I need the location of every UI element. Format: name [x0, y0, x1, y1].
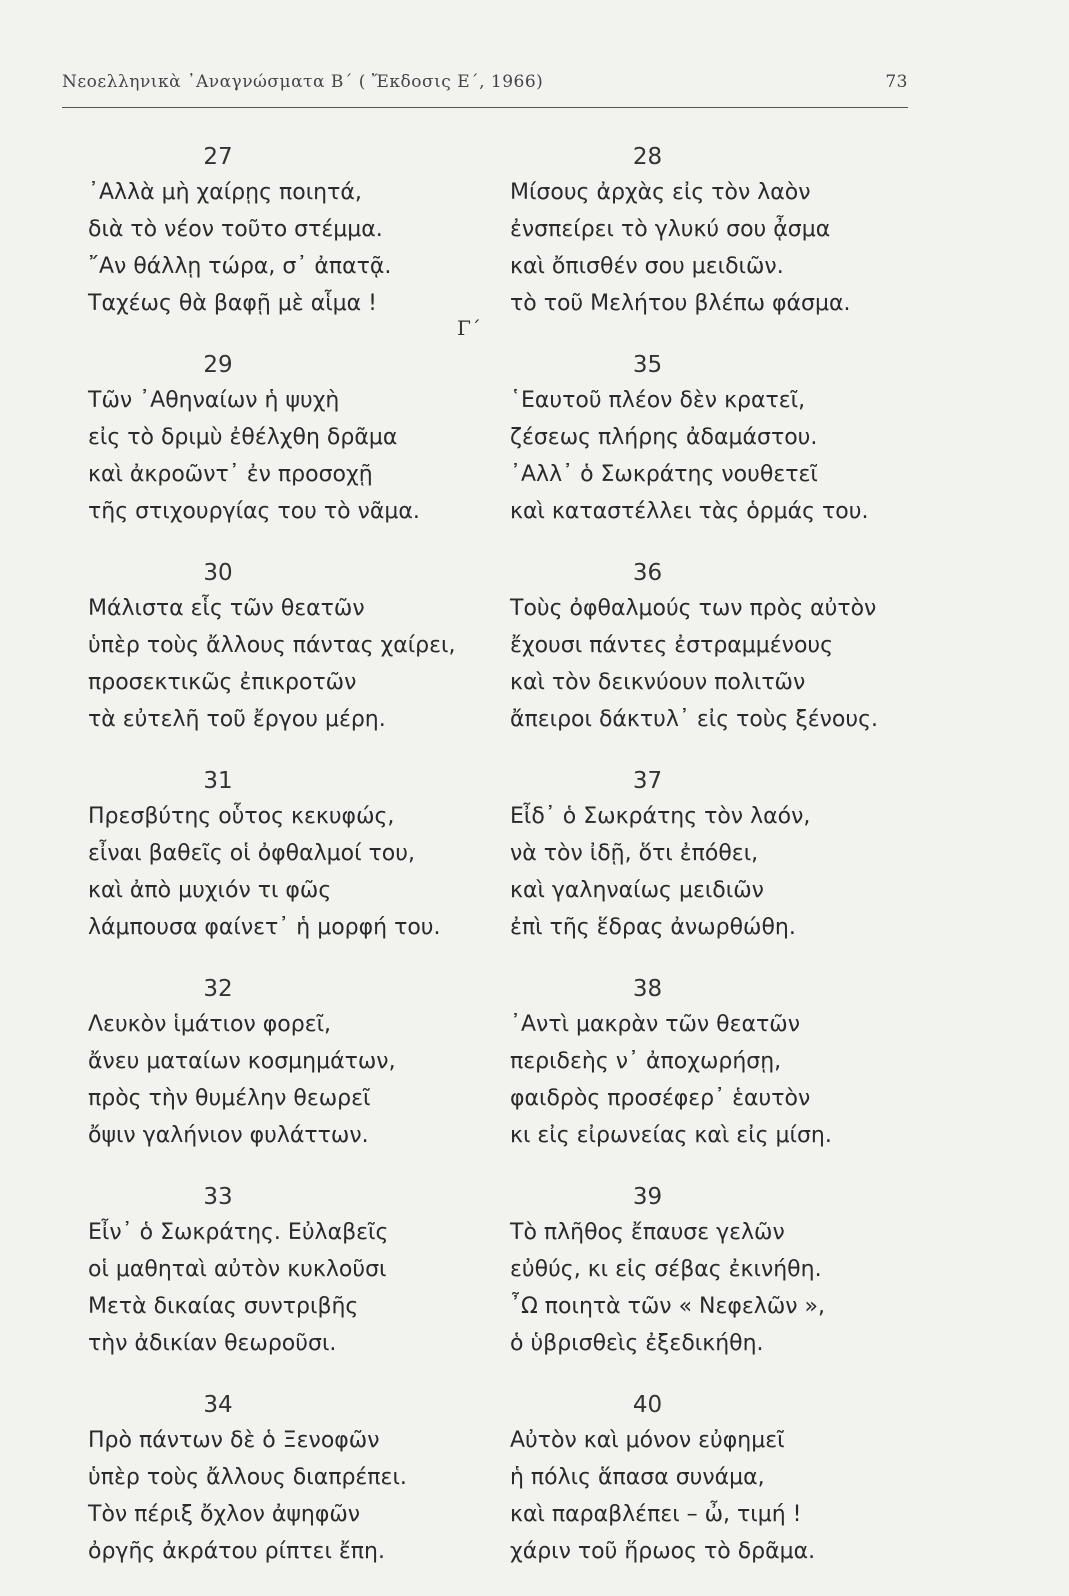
verse-line: καὶ ὄπισθέν σου μειδιῶν. — [510, 254, 784, 279]
stanza — [510, 764, 910, 972]
verse-line: ὀργῆς ἀκράτου ρίπτει ἔπη. — [88, 1539, 385, 1564]
stanza-number: 27 — [203, 144, 233, 170]
verse-line: διὰ τὸ νέον τοῦτο στέμμα. — [88, 217, 383, 242]
stanza-number: 39 — [632, 1184, 663, 1210]
verse-line: ᾿Αλλὰ μὴ χαίρῃς ποιητά, — [88, 180, 362, 205]
verse-line: Τῶν ᾿Αθηναίων ἡ ψυχὴ — [88, 388, 340, 413]
verse-line: τὴν ἀδικίαν θεωροῦσι. — [88, 1331, 337, 1356]
stanza-number: 30 — [203, 560, 233, 586]
verse-line: ζέσεως πλήρης ἀδαμάστου. — [510, 425, 818, 450]
verse-line: ὁ ὑβρισθεὶς ἐξεδικήθη. — [510, 1331, 764, 1356]
verse-line: Λευκὸν ἱμάτιον φορεῖ, — [88, 1012, 332, 1037]
stanza — [88, 1388, 488, 1596]
stanza-number: 34 — [203, 1392, 233, 1418]
verse-line: ἄπειροι δάκτυλ᾿ εἰς τοὺς ξένους. — [510, 707, 878, 732]
stanza — [88, 348, 488, 556]
verse-line: φαιδρὸς προσέφερ᾿ ἑαυτὸν — [510, 1086, 811, 1111]
verse-line: εὐθύς, κι εἰς σέβας ἐκινήθη. — [510, 1257, 822, 1282]
left-column — [88, 140, 488, 1596]
stanza-number: 40 — [632, 1392, 663, 1418]
stanza — [510, 556, 910, 764]
verse-line: λάμπουσα φαίνετ᾿ ἡ μορφή του. — [88, 915, 441, 940]
verse-line: εἰς τὸ δριμὺ ἐθέλχθη δρᾶμα — [88, 425, 398, 450]
verse-line: Εἶν᾿ ὁ Σωκράτης. Εὐλαβεῖς — [88, 1220, 389, 1245]
verse-line: προσεκτικῶς ἐπικροτῶν — [88, 670, 357, 695]
page-number: 73 — [885, 72, 908, 92]
verse-line: ἐνσπείρει τὸ γλυκύ σου ᾆσμα — [510, 217, 831, 242]
verse-line: Πρεσβύτης οὗτος κεκυφώς, — [88, 804, 395, 829]
verse-line: πρὸς τὴν θυμέλην θεωρεῖ — [88, 1086, 371, 1111]
book-title: Νεοελληνικὰ ᾿Αναγνώσματα Β΄ ( Ἔκδοσις Ε΄, 1966) — [62, 72, 544, 92]
page-header — [62, 72, 908, 92]
verse-line: Αὐτὸν καὶ μόνον εὐφημεῖ — [510, 1428, 785, 1453]
stanza-number: 29 — [203, 352, 233, 378]
verse-line: περιδεὴς ν᾿ ἀποχωρήσῃ, — [510, 1049, 782, 1074]
stanza-number: 35 — [632, 352, 663, 378]
verse-line: καὶ γαληναίως μειδιῶν — [510, 878, 764, 903]
stanza — [510, 348, 910, 556]
verse-line: νὰ τὸν ἰδῇ, ὅτι ἐπόθει, — [510, 841, 759, 866]
verse-line: Μίσους ἀρχὰς εἰς τὸν λαὸν — [510, 180, 811, 205]
verse-line: ὄψιν γαλήνιον φυλάττων. — [88, 1123, 369, 1148]
stanza — [510, 972, 910, 1180]
stanza-number: 36 — [632, 560, 663, 586]
stanza — [88, 972, 488, 1180]
verse-line: Ταχέως θὰ βαφῇ μὲ αἷμα ! — [88, 291, 377, 316]
verse-line: οἱ μαθηταὶ αὐτὸν κυκλοῦσι — [88, 1257, 387, 1282]
verse-line: ἐπὶ τῆς ἕδρας ἀνωρθώθη. — [510, 915, 796, 940]
stanza — [510, 140, 910, 348]
verse-line: ὑπὲρ τοὺς ἄλλους πάντας χαίρει, — [88, 633, 456, 658]
right-column — [510, 140, 910, 1596]
stanza — [88, 140, 488, 348]
stanza — [510, 1388, 910, 1596]
stanza — [88, 1180, 488, 1388]
verse-line: ᾿Αλλ᾿ ὁ Σωκράτης νουθετεῖ — [510, 462, 818, 487]
stanza-number: 37 — [632, 768, 663, 794]
verse-line: ἄνευ ματαίων κοσμημάτων, — [88, 1049, 396, 1074]
verse-line: Μετὰ δικαίας συντριβῆς — [88, 1294, 359, 1319]
header-rule — [62, 107, 908, 108]
verse-line: καὶ παραβλέπει – ὦ, τιμή ! — [510, 1502, 802, 1527]
stanza-number: 32 — [203, 976, 233, 1002]
stanza-number: 28 — [632, 144, 663, 170]
verse-line: Εἶδ᾿ ὁ Σωκράτης τὸν λαόν, — [510, 804, 811, 829]
stanza — [510, 1180, 910, 1388]
verse-line: Τὸν πέριξ ὄχλον ἀψηφῶν — [88, 1502, 361, 1527]
verse-line: χάριν τοῦ ἥρωος τὸ δρᾶμα. — [510, 1539, 816, 1564]
stanza-number: 38 — [632, 976, 663, 1002]
section-mark: Γ΄ — [457, 316, 481, 340]
verse-line: ῎Αν θάλλῃ τώρα, σ᾿ ἀπατᾷ. — [88, 254, 392, 279]
verse-line: Τοὺς ὀφθαλμούς των πρὸς αὐτὸν — [510, 596, 877, 621]
stanza — [88, 556, 488, 764]
stanza-number: 33 — [203, 1184, 233, 1210]
stanza — [88, 764, 488, 972]
verse-line: ᾿Αντὶ μακρὰν τῶν θεατῶν — [510, 1012, 800, 1037]
verse-line: Τὸ πλῆθος ἔπαυσε γελῶν — [510, 1220, 785, 1245]
verse-line: ῏Ω ποιητὰ τῶν « Νεφελῶν », — [510, 1294, 825, 1319]
verse-line: τὰ εὐτελῆ τοῦ ἔργου μέρη. — [88, 707, 386, 732]
verse-line: Μάλιστα εἷς τῶν θεατῶν — [88, 596, 365, 621]
verse-line: ὑπὲρ τοὺς ἄλλους διαπρέπει. — [88, 1465, 407, 1490]
verse-line: ῾Εαυτοῦ πλέον δὲν κρατεῖ, — [510, 388, 806, 413]
verse-line: τῆς στιχουργίας του τὸ νᾶμα. — [88, 499, 420, 524]
verse-line: ἡ πόλις ἅπασα συνάμα, — [510, 1465, 765, 1490]
verse-line: καὶ ἀκροῶντ᾿ ἐν προσοχῇ — [88, 462, 373, 487]
verse-line: ἔχουσι πάντες ἐστραμμένους — [510, 633, 834, 658]
verse-line: εἶναι βαθεῖς οἱ ὀφθαλμοί του, — [88, 841, 415, 866]
stanza-number: 31 — [203, 768, 233, 794]
verse-line: τὸ τοῦ Μελήτου βλέπω φάσμα. — [510, 291, 851, 316]
verse-line: Πρὸ πάντων δὲ ὁ Ξενοφῶν — [88, 1428, 380, 1453]
verse-line: καὶ καταστέλλει τὰς ὁρμάς του. — [510, 499, 869, 524]
verse-line: καὶ τὸν δεικνύουν πολιτῶν — [510, 670, 806, 695]
verse-line: κι εἰς εἰρωνείας καὶ εἰς μίση. — [510, 1123, 832, 1148]
verse-line: καὶ ἀπὸ μυχιόν τι φῶς — [88, 878, 332, 903]
